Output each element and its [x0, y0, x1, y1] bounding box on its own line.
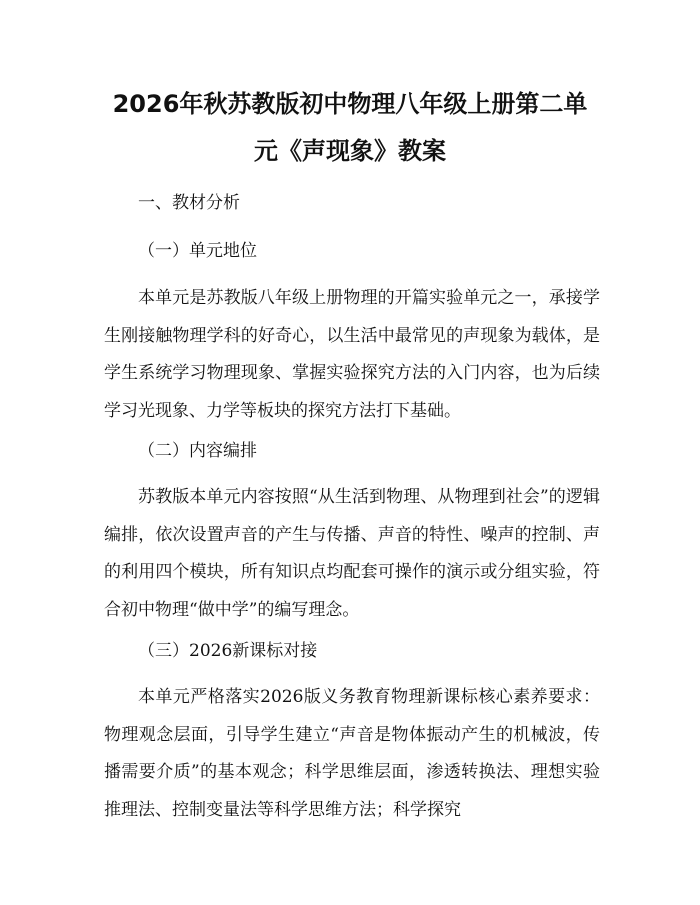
document-title-line-2: 元《声现象》教案 [254, 137, 446, 165]
subsection-heading-curriculum-standards: （三）2026新课标对接 [138, 641, 318, 661]
section-heading-textbook-analysis: 一、教材分析 [138, 193, 240, 213]
document-title-line-1: 2026年秋苏教版初中物理八年级上册第二单 [112, 90, 588, 118]
paragraph-unit-position: 本单元是苏教版八年级上册物理的开篇实验单元之一，承接学生刚接触物理学科的好奇心，以生活中最常见的声现象为载体，是学生系统学习物理现象、掌握实验探究方法的入门内容，也为后续学习光现象、力学等板块的探究方法打下基础。 [104, 288, 600, 421]
paragraph-content-arrangement: 苏教版本单元内容按照“从生活到物理、从物理到社会”的逻辑编排，依次设置声音的产生与传播、声音的特性、噪声的控制、声的利用四个模块，所有知识点均配套可操作的演示或分组实验，符合初中物理“做中学”的编写理念。 [104, 487, 600, 620]
paragraph-curriculum-standards: 本单元严格落实2026版义务教育物理新课标核心素养要求：物理观念层面，引导学生建立“声音是物体振动产生的机械波，传播需要介质”的基本观念；科学思维层面，渗透转换法、理想实验推理法、控制变量法等科学思维方法；科学探究 [104, 687, 600, 820]
subsection-heading-content-arrangement: （二）内容编排 [138, 441, 257, 461]
subsection-heading-unit-position: （一）单元地位 [138, 241, 257, 261]
